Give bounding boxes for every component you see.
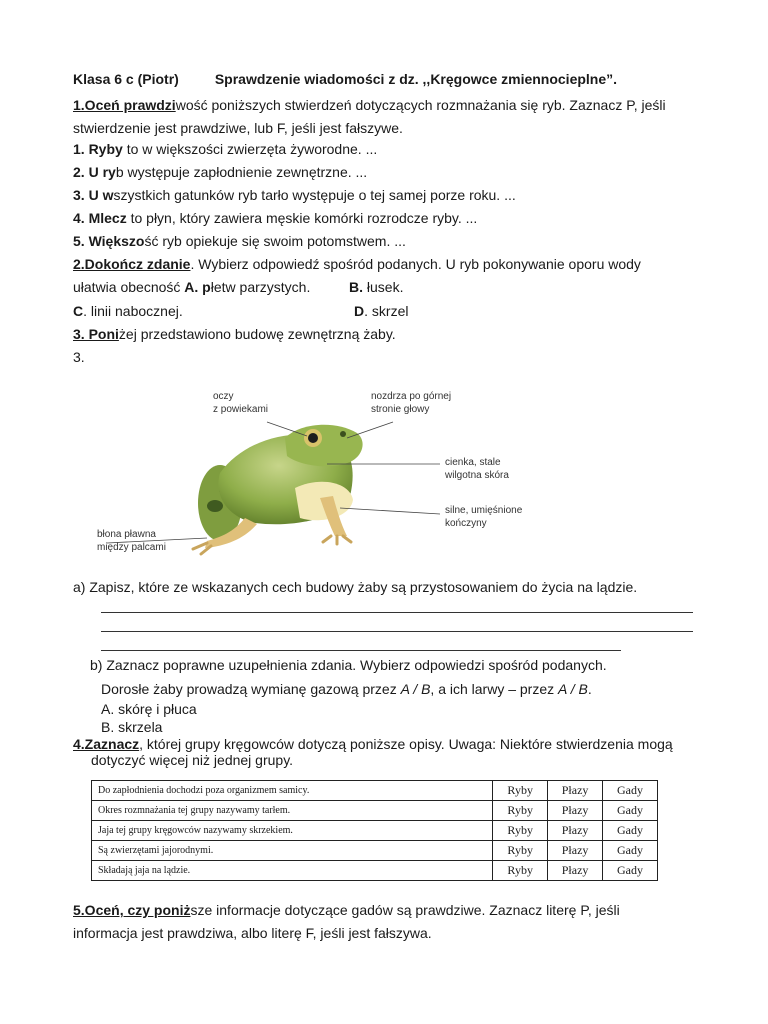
option-gady[interactable]: Gady <box>603 861 658 881</box>
q3-part-a: a) Zapisz, które ze wskazanych cech budowy żaby są przystosowaniem do życia na lądzie. <box>73 579 638 595</box>
label-line: między palcami <box>97 542 166 553</box>
table-row <box>92 841 658 861</box>
label-web <box>97 528 166 554</box>
option-gady[interactable]: Gady <box>603 781 658 801</box>
q1-line2: stwierdzenie jest prawdziwe, lub F, jeśli jest fałszywe. <box>73 120 403 136</box>
q3-part-b: b) Zaznacz poprawne uzupełnienia zdania. Wybierz odpowiedzi spośród podanych. <box>90 657 607 673</box>
label-line: wilgotna skóra <box>445 470 509 481</box>
q3-sentence: Dorosłe żaby prowadzą wymianę gazową przez A / B, a ich larwy – przez A / B. <box>101 681 592 697</box>
q1-item: 4. Mlecz to płyn, który zawiera męskie komórki rozrodcze ryby. ... <box>73 210 478 226</box>
q3-number: 3. <box>73 349 85 365</box>
q5-line2: informacja jest prawdziwa, albo literę F, jeśli jest fałszywa. <box>73 925 432 941</box>
option-plazy[interactable]: Płazy <box>548 841 603 861</box>
table-row <box>92 781 658 801</box>
option-plazy[interactable]: Płazy <box>548 781 603 801</box>
frog-head <box>285 425 363 466</box>
label-nostrils <box>371 390 451 416</box>
label-limbs <box>445 504 522 530</box>
q4-table <box>91 780 658 881</box>
option-plazy[interactable]: Płazy <box>548 821 603 841</box>
label-line: cienka, stale <box>445 457 501 468</box>
row-description: Są zwierzętami jajorodnymi. <box>92 841 493 861</box>
row-description: Jaja tej grupy kręgowców nazywamy skrzekiem. <box>92 821 493 841</box>
q4-heading: 4.Zaznacz, której grupy kręgowców dotyczą poniższe opisy. Uwaga: Niektóre stwierdzenia mogą <box>73 736 673 752</box>
answer-line[interactable] <box>101 650 621 651</box>
q2-heading: 2.Dokończ zdanie. Wybierz odpowiedź spośród podanych. U ryb pokonywanie oporu wody <box>73 256 641 272</box>
label-line: oczy <box>213 391 234 402</box>
q1-item: 2. U ryb występuje zapłodnienie zewnętrzne. ... <box>73 164 368 180</box>
option-ryby[interactable]: Ryby <box>493 821 548 841</box>
q3-option-b: B. skrzela <box>101 719 163 735</box>
q2-option-d: D. skrzel <box>354 303 409 319</box>
option-ryby[interactable]: Ryby <box>493 841 548 861</box>
option-ryby[interactable]: Ryby <box>493 861 548 881</box>
choice-ab[interactable]: A / B <box>400 681 431 697</box>
q1-item: 1. Ryby to w większości zwierzęta żyworodne. ... <box>73 141 378 157</box>
row-description: Okres rozmnażania tej grupy nazywamy tarłem. <box>92 801 493 821</box>
label-line: kończyny <box>445 518 487 529</box>
q1-item: 5. Większość ryb opiekuje się swoim potomstwem. ... <box>73 233 406 249</box>
label-eyes <box>213 390 268 416</box>
frog-figure <box>95 378 525 568</box>
q2-option-b: B. łusek. <box>349 279 404 295</box>
answer-line[interactable] <box>101 612 693 613</box>
q1-heading: 1.Oceń prawdziwość poniższych stwierdzeń dotyczących rozmnażania się ryb. Zaznacz P, jeśli <box>73 97 666 113</box>
q3-heading: 3. Poniżej przedstawiono budowę zewnętrzną żaby. <box>73 326 396 342</box>
choice-ab[interactable]: A / B <box>558 681 588 697</box>
q2-option-c: C. linii nabocznej. <box>73 303 183 319</box>
q2-line2: ułatwia obecność A. płetw parzystych. <box>73 279 311 295</box>
option-gady[interactable]: Gady <box>603 841 658 861</box>
label-line: nozdrza po górnej <box>371 391 452 402</box>
table-row <box>92 801 658 821</box>
label-line: stronie głowy <box>371 404 430 415</box>
option-plazy[interactable]: Płazy <box>548 801 603 821</box>
class-label: Klasa 6 c (Piotr) <box>73 71 179 87</box>
q3-option-a: A. skórę i płuca <box>101 701 197 717</box>
label-skin <box>445 456 509 482</box>
option-gady[interactable]: Gady <box>603 821 658 841</box>
label-line: błona pławna <box>97 529 156 540</box>
q5-heading: 5.Oceń, czy poniższe informacje dotyczące gadów są prawdziwe. Zaznacz literę P, jeśli <box>73 902 620 918</box>
table-row <box>92 821 658 841</box>
label-line: z powiekami <box>213 404 269 415</box>
row-description: Składają jaja na lądzie. <box>92 861 493 881</box>
table-row <box>92 861 658 881</box>
option-ryby[interactable]: Ryby <box>493 801 548 821</box>
option-gady[interactable]: Gady <box>603 801 658 821</box>
q4-line2: dotyczyć więcej niż jednej grupy. <box>91 752 294 768</box>
label-line: silne, umięśnione <box>445 505 523 516</box>
answer-line[interactable] <box>101 631 693 632</box>
test-title: Sprawdzenie wiadomości z dz. ,,Kręgowce zmiennocieplne”. <box>214 71 618 87</box>
row-description: Do zapłodnienia dochodzi poza organizmem samicy. <box>92 781 493 801</box>
option-ryby[interactable]: Ryby <box>493 781 548 801</box>
header-line <box>73 70 617 88</box>
q1-item: 3. U wszystkich gatunków ryb tarło występuje o tej samej porze roku. ... <box>73 187 516 203</box>
option-plazy[interactable]: Płazy <box>548 861 603 881</box>
